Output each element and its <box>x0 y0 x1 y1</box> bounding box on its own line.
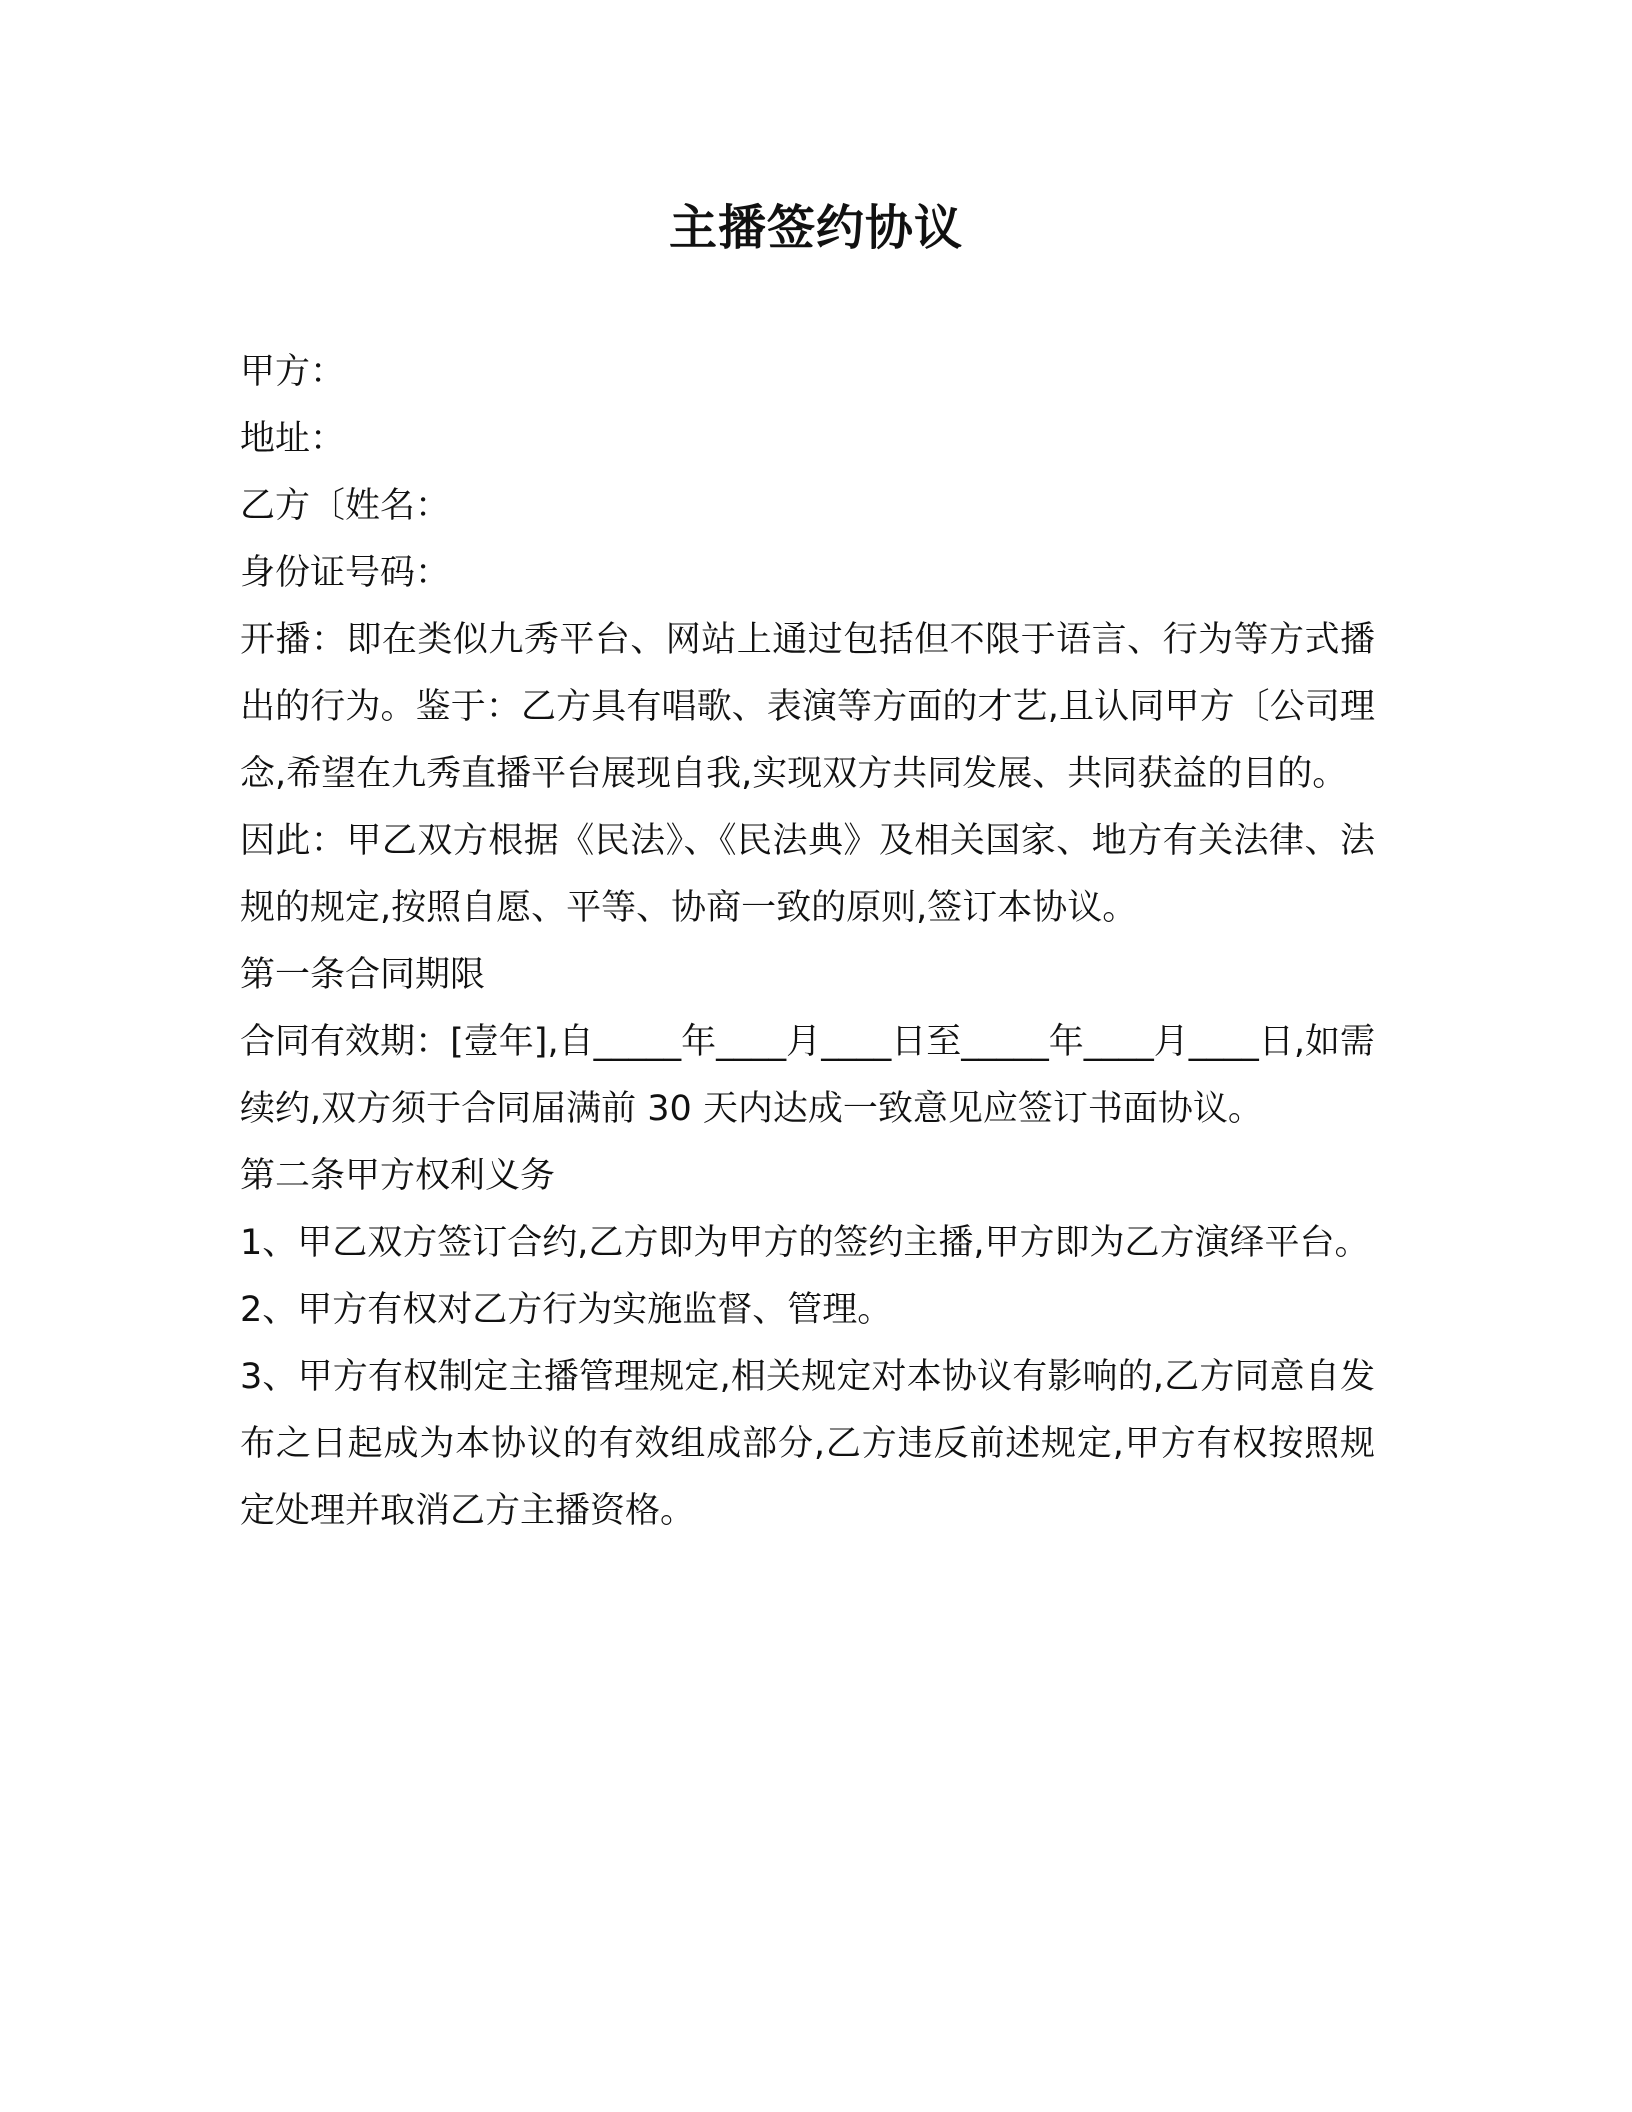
broadcast-definition-paragraph: 开播：即在类似九秀平台、网站上通过包括但不限于语言、行为等方式播出的行为。鉴于：乙方具有唱歌、表演等方面的才艺,且认同甲方〔公司理念,希望在九秀直播平台展现自我,实现双方共同发展、共同获益的目的。 <box>240 620 1375 794</box>
article-2-heading: 第二条甲方权利义务 <box>240 1156 556 1196</box>
contract-term-paragraph: 合同有效期：[壹年],自_____年____月____日至_____年____月____日,如需续约,双方须于合同届满前 30 天内达成一致意见应签订书面协议。 <box>240 1022 1375 1129</box>
address-line: 地址： <box>240 419 346 459</box>
document-title: 主播签约协议 <box>668 200 963 256</box>
legal-basis-paragraph: 因此：甲乙双方根据《民法》、《民法典》及相关国家、地方有关法律、法规的规定,按照自愿、平等、协商一致的原则,签订本协议。 <box>240 821 1375 928</box>
clause-2: 2、甲方有权对乙方行为实施监督、管理。 <box>240 1290 893 1330</box>
document-body <box>240 339 1375 1545</box>
party-a-line: 甲方： <box>240 352 346 392</box>
party-b-name-line: 乙方〔姓名： <box>240 486 451 526</box>
id-number-line: 身份证号码： <box>240 553 451 593</box>
clause-3: 3、甲方有权制定主播管理规定,相关规定对本协议有影响的,乙方同意自发布之日起成为本协议的有效组成部分,乙方违反前述规定,甲方有权按照规定处理并取消乙方主播资格。 <box>240 1357 1375 1531</box>
article-1-heading: 第一条合同期限 <box>240 955 486 995</box>
clause-1: 1、甲乙双方签订合约,乙方即为甲方的签约主播,甲方即为乙方演绎平台。 <box>240 1223 1370 1263</box>
